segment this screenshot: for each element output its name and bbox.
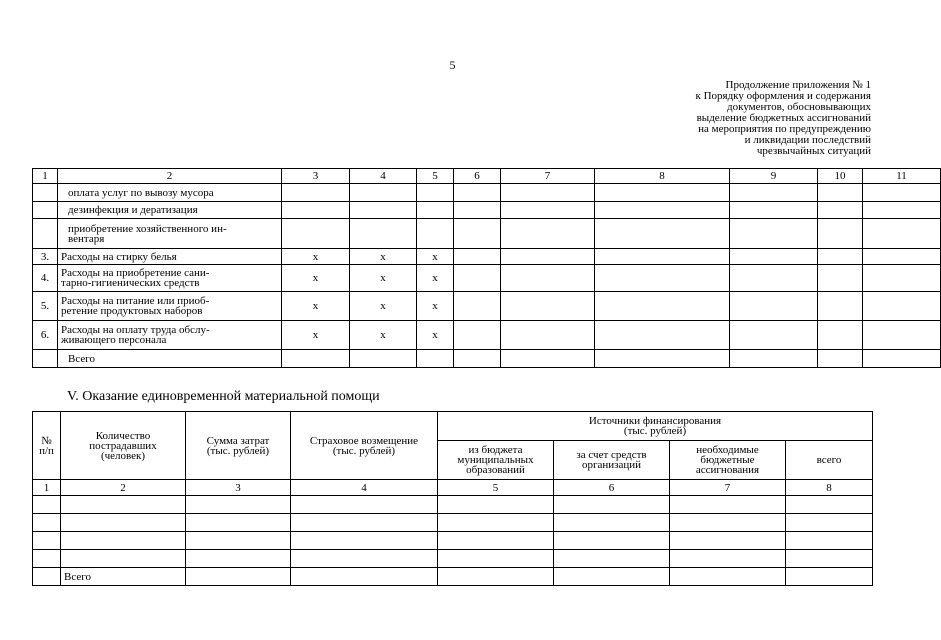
table-row (33, 265, 941, 292)
column-number: 1 (33, 169, 58, 184)
empty-cell (33, 550, 61, 568)
x-mark (350, 202, 417, 219)
empty-cell (291, 532, 438, 550)
x-mark (282, 350, 350, 368)
note-line: Продолжение приложения № 1 (725, 79, 871, 91)
x-mark (282, 202, 350, 219)
column-number: 7 (501, 169, 595, 184)
empty-cell (730, 350, 818, 368)
appendix-note (641, 80, 871, 157)
header-municipal-budget: из бюджета муниципальных образований (438, 441, 554, 480)
table-row (33, 550, 873, 568)
table-row (33, 496, 873, 514)
empty-cell (501, 249, 595, 265)
column-number-row (33, 169, 941, 184)
x-mark: x (350, 321, 417, 350)
column-number: 10 (818, 169, 863, 184)
empty-cell (454, 249, 501, 265)
empty-cell (454, 321, 501, 350)
empty-cell (554, 550, 670, 568)
table-row (33, 249, 941, 265)
empty-cell (730, 184, 818, 202)
empty-cell (818, 219, 863, 249)
empty-cell (501, 219, 595, 249)
column-number: 2 (58, 169, 282, 184)
empty-cell (454, 292, 501, 321)
empty-cell (454, 184, 501, 202)
empty-cell (33, 496, 61, 514)
empty-cell (818, 249, 863, 265)
note-line: на мероприятия по предупреждению (698, 123, 871, 135)
row-description: Расходы на стирку белья (58, 249, 282, 265)
header-insurance: Страховое возмещение (тыс. рублей) (291, 412, 438, 480)
column-number: 1 (33, 480, 61, 496)
empty-cell (670, 514, 786, 532)
row-number (33, 202, 58, 219)
x-mark (417, 219, 454, 249)
table-row (33, 184, 941, 202)
empty-cell (730, 292, 818, 321)
column-number: 3 (186, 480, 291, 496)
column-number: 3 (282, 169, 350, 184)
column-number: 5 (438, 480, 554, 496)
header-cost-sum: Сумма затрат (тыс. рублей) (186, 412, 291, 480)
row-number: 4. (33, 265, 58, 292)
empty-cell (291, 550, 438, 568)
x-mark (417, 184, 454, 202)
row-number: 6. (33, 321, 58, 350)
empty-cell (438, 496, 554, 514)
empty-cell (186, 496, 291, 514)
x-mark (417, 202, 454, 219)
x-mark: x (350, 249, 417, 265)
empty-cell (863, 184, 941, 202)
empty-cell (186, 532, 291, 550)
empty-cell (61, 550, 186, 568)
row-number (33, 184, 58, 202)
empty-cell (595, 219, 730, 249)
material-aid-table (32, 411, 873, 586)
empty-cell (186, 514, 291, 532)
empty-cell (595, 202, 730, 219)
column-number: 4 (350, 169, 417, 184)
row-description: Расходы на оплату труда обслу- живающего персонала (58, 321, 282, 350)
x-mark: x (282, 321, 350, 350)
column-number: 9 (730, 169, 818, 184)
empty-cell (786, 514, 873, 532)
column-number: 11 (863, 169, 941, 184)
empty-cell (863, 249, 941, 265)
x-mark: x (350, 265, 417, 292)
empty-cell (554, 514, 670, 532)
empty-cell (438, 568, 554, 586)
empty-cell (595, 265, 730, 292)
empty-cell (595, 321, 730, 350)
x-mark (282, 219, 350, 249)
note-line: чрезвычайных ситуаций (756, 145, 871, 157)
empty-cell (554, 532, 670, 550)
header-total: всего (786, 441, 873, 480)
empty-cell (501, 265, 595, 292)
empty-cell (595, 350, 730, 368)
empty-cell (670, 550, 786, 568)
table-row (33, 350, 941, 368)
empty-cell (438, 550, 554, 568)
empty-cell (33, 568, 61, 586)
x-mark: x (350, 292, 417, 321)
page-number: 5 (449, 58, 456, 72)
empty-cell (818, 184, 863, 202)
header-victims-count: Количество пострадавших (человек) (61, 412, 186, 480)
empty-cell (786, 568, 873, 586)
row-description: приобретение хозяйственного ин- вентаря (58, 219, 282, 249)
row-description: Всего (58, 350, 282, 368)
column-number: 8 (786, 480, 873, 496)
empty-cell (670, 496, 786, 514)
note-line: выделение бюджетных ассигнований (696, 112, 871, 124)
empty-cell (438, 514, 554, 532)
empty-cell (730, 265, 818, 292)
empty-cell (501, 350, 595, 368)
header-required-allocations: необходимые бюджетные ассигнования (670, 441, 786, 480)
x-mark (350, 350, 417, 368)
x-mark (350, 219, 417, 249)
empty-cell (454, 350, 501, 368)
empty-cell (554, 496, 670, 514)
column-number: 6 (454, 169, 501, 184)
empty-cell (33, 514, 61, 532)
empty-cell (863, 321, 941, 350)
row-description: дезинфекция и дератизация (58, 202, 282, 219)
table-row (33, 514, 873, 532)
row-number: 5. (33, 292, 58, 321)
empty-cell (33, 532, 61, 550)
x-mark: x (417, 265, 454, 292)
empty-cell (786, 496, 873, 514)
total-label: Всего (61, 568, 186, 586)
section-title: V. Оказание единовременной материальной помощи (67, 389, 380, 404)
row-description: Расходы на питание или приоб- ретение продуктовых наборов (58, 292, 282, 321)
empty-cell (863, 350, 941, 368)
row-number: 3. (33, 249, 58, 265)
header-num: № п/п (33, 412, 61, 480)
empty-cell (291, 514, 438, 532)
table-row (33, 219, 941, 249)
x-mark (350, 184, 417, 202)
empty-cell (818, 202, 863, 219)
empty-cell (291, 496, 438, 514)
column-number: 7 (670, 480, 786, 496)
column-number: 2 (61, 480, 186, 496)
empty-cell (186, 568, 291, 586)
empty-cell (554, 568, 670, 586)
empty-cell (818, 350, 863, 368)
x-mark: x (282, 292, 350, 321)
empty-cell (454, 219, 501, 249)
x-mark: x (282, 265, 350, 292)
empty-cell (595, 184, 730, 202)
table-row (33, 202, 941, 219)
empty-cell (438, 532, 554, 550)
x-mark: x (417, 292, 454, 321)
empty-cell (786, 532, 873, 550)
empty-cell (595, 249, 730, 265)
empty-cell (863, 202, 941, 219)
empty-cell (730, 202, 818, 219)
note-line: к Порядку оформления и содержания (695, 90, 871, 102)
empty-cell (186, 550, 291, 568)
column-number: 8 (595, 169, 730, 184)
empty-cell (863, 292, 941, 321)
note-line: документов, обосновывающих (727, 101, 871, 113)
x-mark (282, 184, 350, 202)
empty-cell (818, 321, 863, 350)
x-mark (417, 350, 454, 368)
x-mark: x (417, 321, 454, 350)
x-mark: x (417, 249, 454, 265)
table-row (33, 532, 873, 550)
row-number (33, 219, 58, 249)
empty-cell (501, 321, 595, 350)
row-description: оплата услуг по вывозу мусора (58, 184, 282, 202)
empty-cell (61, 496, 186, 514)
empty-cell (863, 265, 941, 292)
row-description: Расходы на приобретение сани- тарно-гигиенических средств (58, 265, 282, 292)
empty-cell (730, 219, 818, 249)
empty-cell (501, 292, 595, 321)
table-row (33, 321, 941, 350)
empty-cell (730, 249, 818, 265)
empty-cell (61, 532, 186, 550)
empty-cell (786, 550, 873, 568)
empty-cell (291, 568, 438, 586)
empty-cell (454, 202, 501, 219)
empty-cell (818, 265, 863, 292)
empty-cell (501, 202, 595, 219)
empty-cell (670, 568, 786, 586)
empty-cell (501, 184, 595, 202)
empty-cell (61, 514, 186, 532)
table-row (33, 292, 941, 321)
empty-cell (730, 321, 818, 350)
x-mark: x (282, 249, 350, 265)
column-number-row (33, 480, 873, 496)
header-organizations: за счет средств организаций (554, 441, 670, 480)
empty-cell (670, 532, 786, 550)
note-line: и ликвидации последствий (744, 134, 871, 146)
expenses-table (32, 168, 941, 368)
empty-cell (818, 292, 863, 321)
column-number: 5 (417, 169, 454, 184)
header-funding-sources: Источники финансирования (тыс. рублей) (438, 412, 873, 441)
empty-cell (863, 219, 941, 249)
table-row (33, 568, 873, 586)
row-number (33, 350, 58, 368)
empty-cell (595, 292, 730, 321)
column-number: 6 (554, 480, 670, 496)
empty-cell (454, 265, 501, 292)
column-number: 4 (291, 480, 438, 496)
